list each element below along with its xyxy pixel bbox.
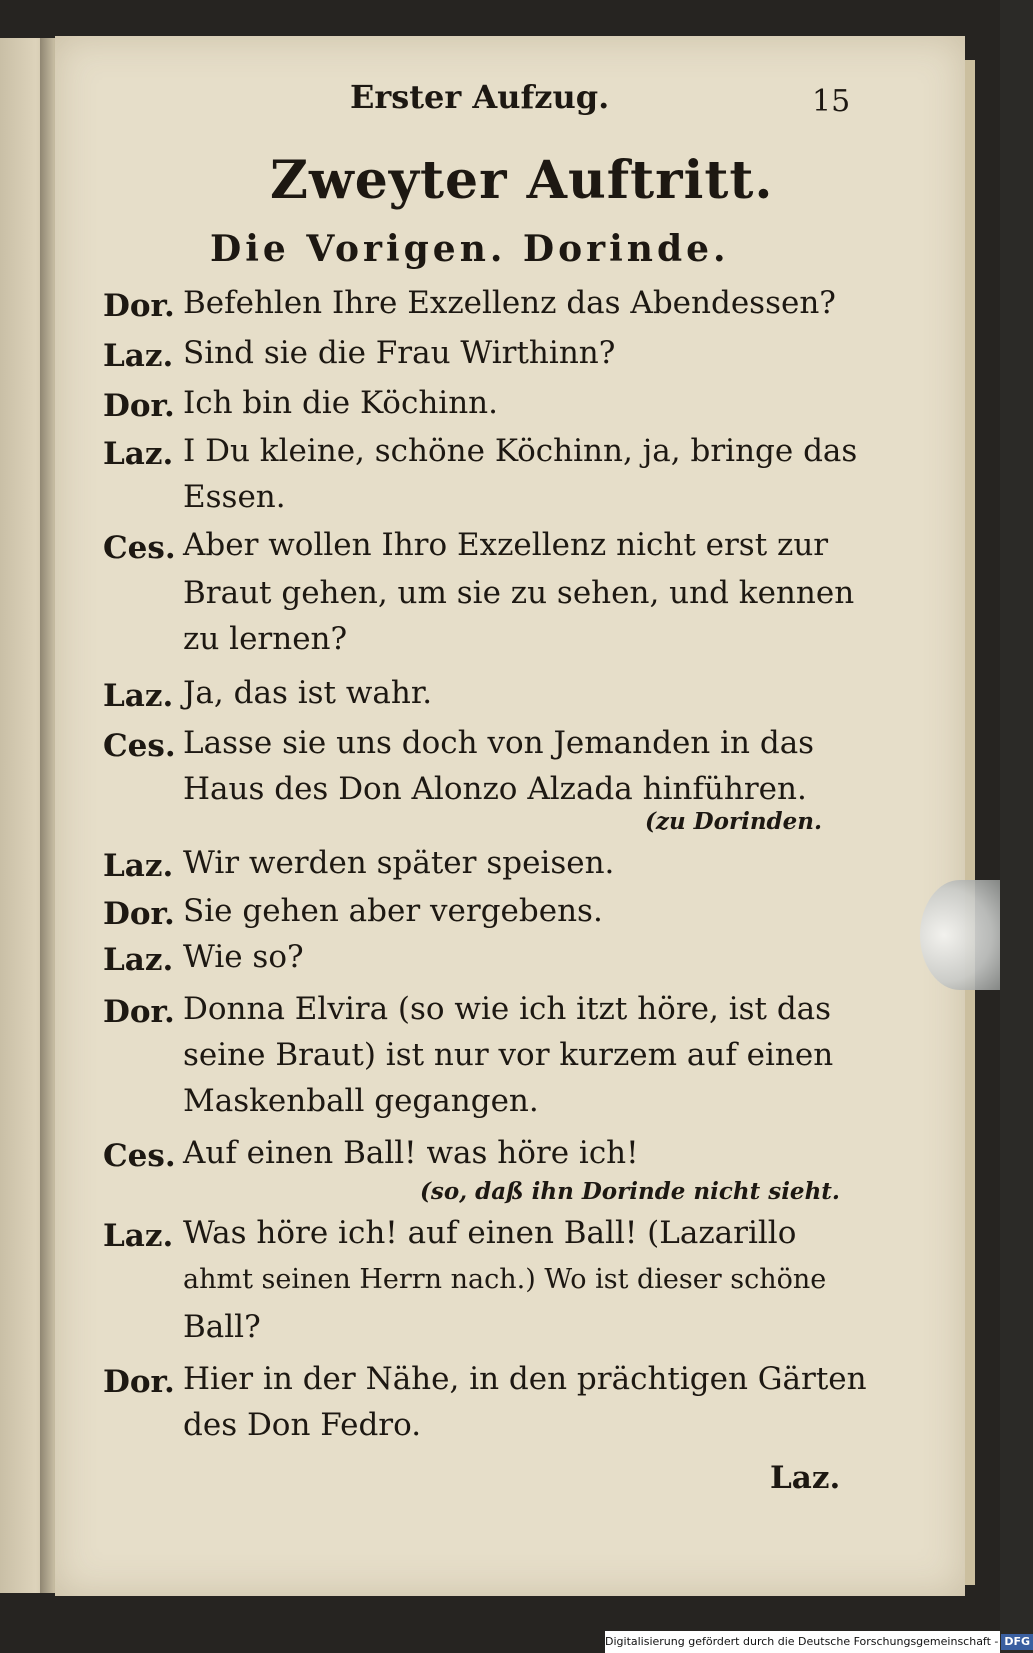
dialogue-line: Essen. xyxy=(183,479,286,515)
speaker-label: Laz. xyxy=(103,1218,174,1254)
speaker-label: Dor. xyxy=(103,994,175,1030)
dialogue-line: zu lernen? xyxy=(183,621,348,657)
footer-text: Digitalisierung gefördert durch die Deutsche Forschungsgemeinschaft - xyxy=(605,1635,999,1648)
speaker-label: Laz. xyxy=(103,338,174,374)
running-head: Erster Aufzug. xyxy=(350,78,610,116)
dialogue-line: Braut gehen, um sie zu sehen, und kennen xyxy=(183,575,855,611)
dialogue-line: I Du kleine, schöne Köchinn, ja, bringe das xyxy=(183,433,858,469)
page-clip xyxy=(920,880,1000,990)
speaker-label: Ces. xyxy=(103,728,176,764)
dialogue-line: Ball? xyxy=(183,1309,261,1345)
scene-cast: Die Vorigen. Dorinde. xyxy=(210,228,730,270)
dialogue-line: Sie gehen aber vergebens. xyxy=(183,893,603,929)
page-number: 15 xyxy=(812,84,851,119)
dialogue-line: Donna Elvira (so wie ich itzt höre, ist das xyxy=(183,991,832,1027)
speaker-label: Laz. xyxy=(103,678,174,714)
speaker-label: Laz. xyxy=(103,436,174,472)
dialogue-line: Haus des Don Alonzo Alzada hinführen. xyxy=(183,771,807,807)
dialogue-line: Maskenball gegangen. xyxy=(183,1083,539,1119)
dialogue-line: Hier in der Nähe, in den prächtigen Gärten xyxy=(183,1361,867,1397)
speaker-label: Laz. xyxy=(103,848,174,884)
speaker-label: Dor. xyxy=(103,1364,175,1400)
dialogue-line: Wir werden später speisen. xyxy=(183,845,615,881)
stage-direction: (so, daß ihn Dorinde nicht sieht. xyxy=(420,1178,840,1205)
stage-direction: (zu Dorinden. xyxy=(645,808,822,835)
digitization-footer xyxy=(605,1631,1031,1653)
dialogue-line: ahmt seinen Herrn nach.) Wo ist dieser schöne xyxy=(183,1264,827,1295)
dialogue-line: Ja, das ist wahr. xyxy=(183,675,433,711)
speaker-label: Laz. xyxy=(103,942,174,978)
speaker-label: Dor. xyxy=(103,388,175,424)
dialogue-line: Wie so? xyxy=(183,939,304,975)
dialogue-line: Auf einen Ball! was höre ich! xyxy=(183,1135,639,1171)
dialogue-line: Ich bin die Köchinn. xyxy=(183,385,498,421)
book-gutter xyxy=(40,38,54,1593)
speaker-label: Dor. xyxy=(103,288,175,324)
speaker-label: Ces. xyxy=(103,1138,176,1174)
speaker-label: Ces. xyxy=(103,530,176,566)
dfg-logo: DFG xyxy=(1001,1634,1033,1650)
dialogue-line: des Don Fedro. xyxy=(183,1407,422,1443)
dialogue-line: seine Braut) ist nur vor kurzem auf einen xyxy=(183,1037,834,1073)
dialogue-line: Lasse sie uns doch von Jemanden in das xyxy=(183,725,815,761)
catchword: Laz. xyxy=(770,1460,841,1496)
dialogue-line: Befehlen Ihre Exzellenz das Abendessen? xyxy=(183,285,836,321)
dialogue-line: Aber wollen Ihro Exzellenz nicht erst zur xyxy=(183,527,829,563)
dialogue-line: Was höre ich! auf einen Ball! (Lazarillo xyxy=(183,1215,797,1251)
scene-title: Zweyter Auftritt. xyxy=(270,150,774,211)
speaker-label: Dor. xyxy=(103,896,175,932)
dialogue-line: Sind sie die Frau Wirthinn? xyxy=(183,335,616,371)
